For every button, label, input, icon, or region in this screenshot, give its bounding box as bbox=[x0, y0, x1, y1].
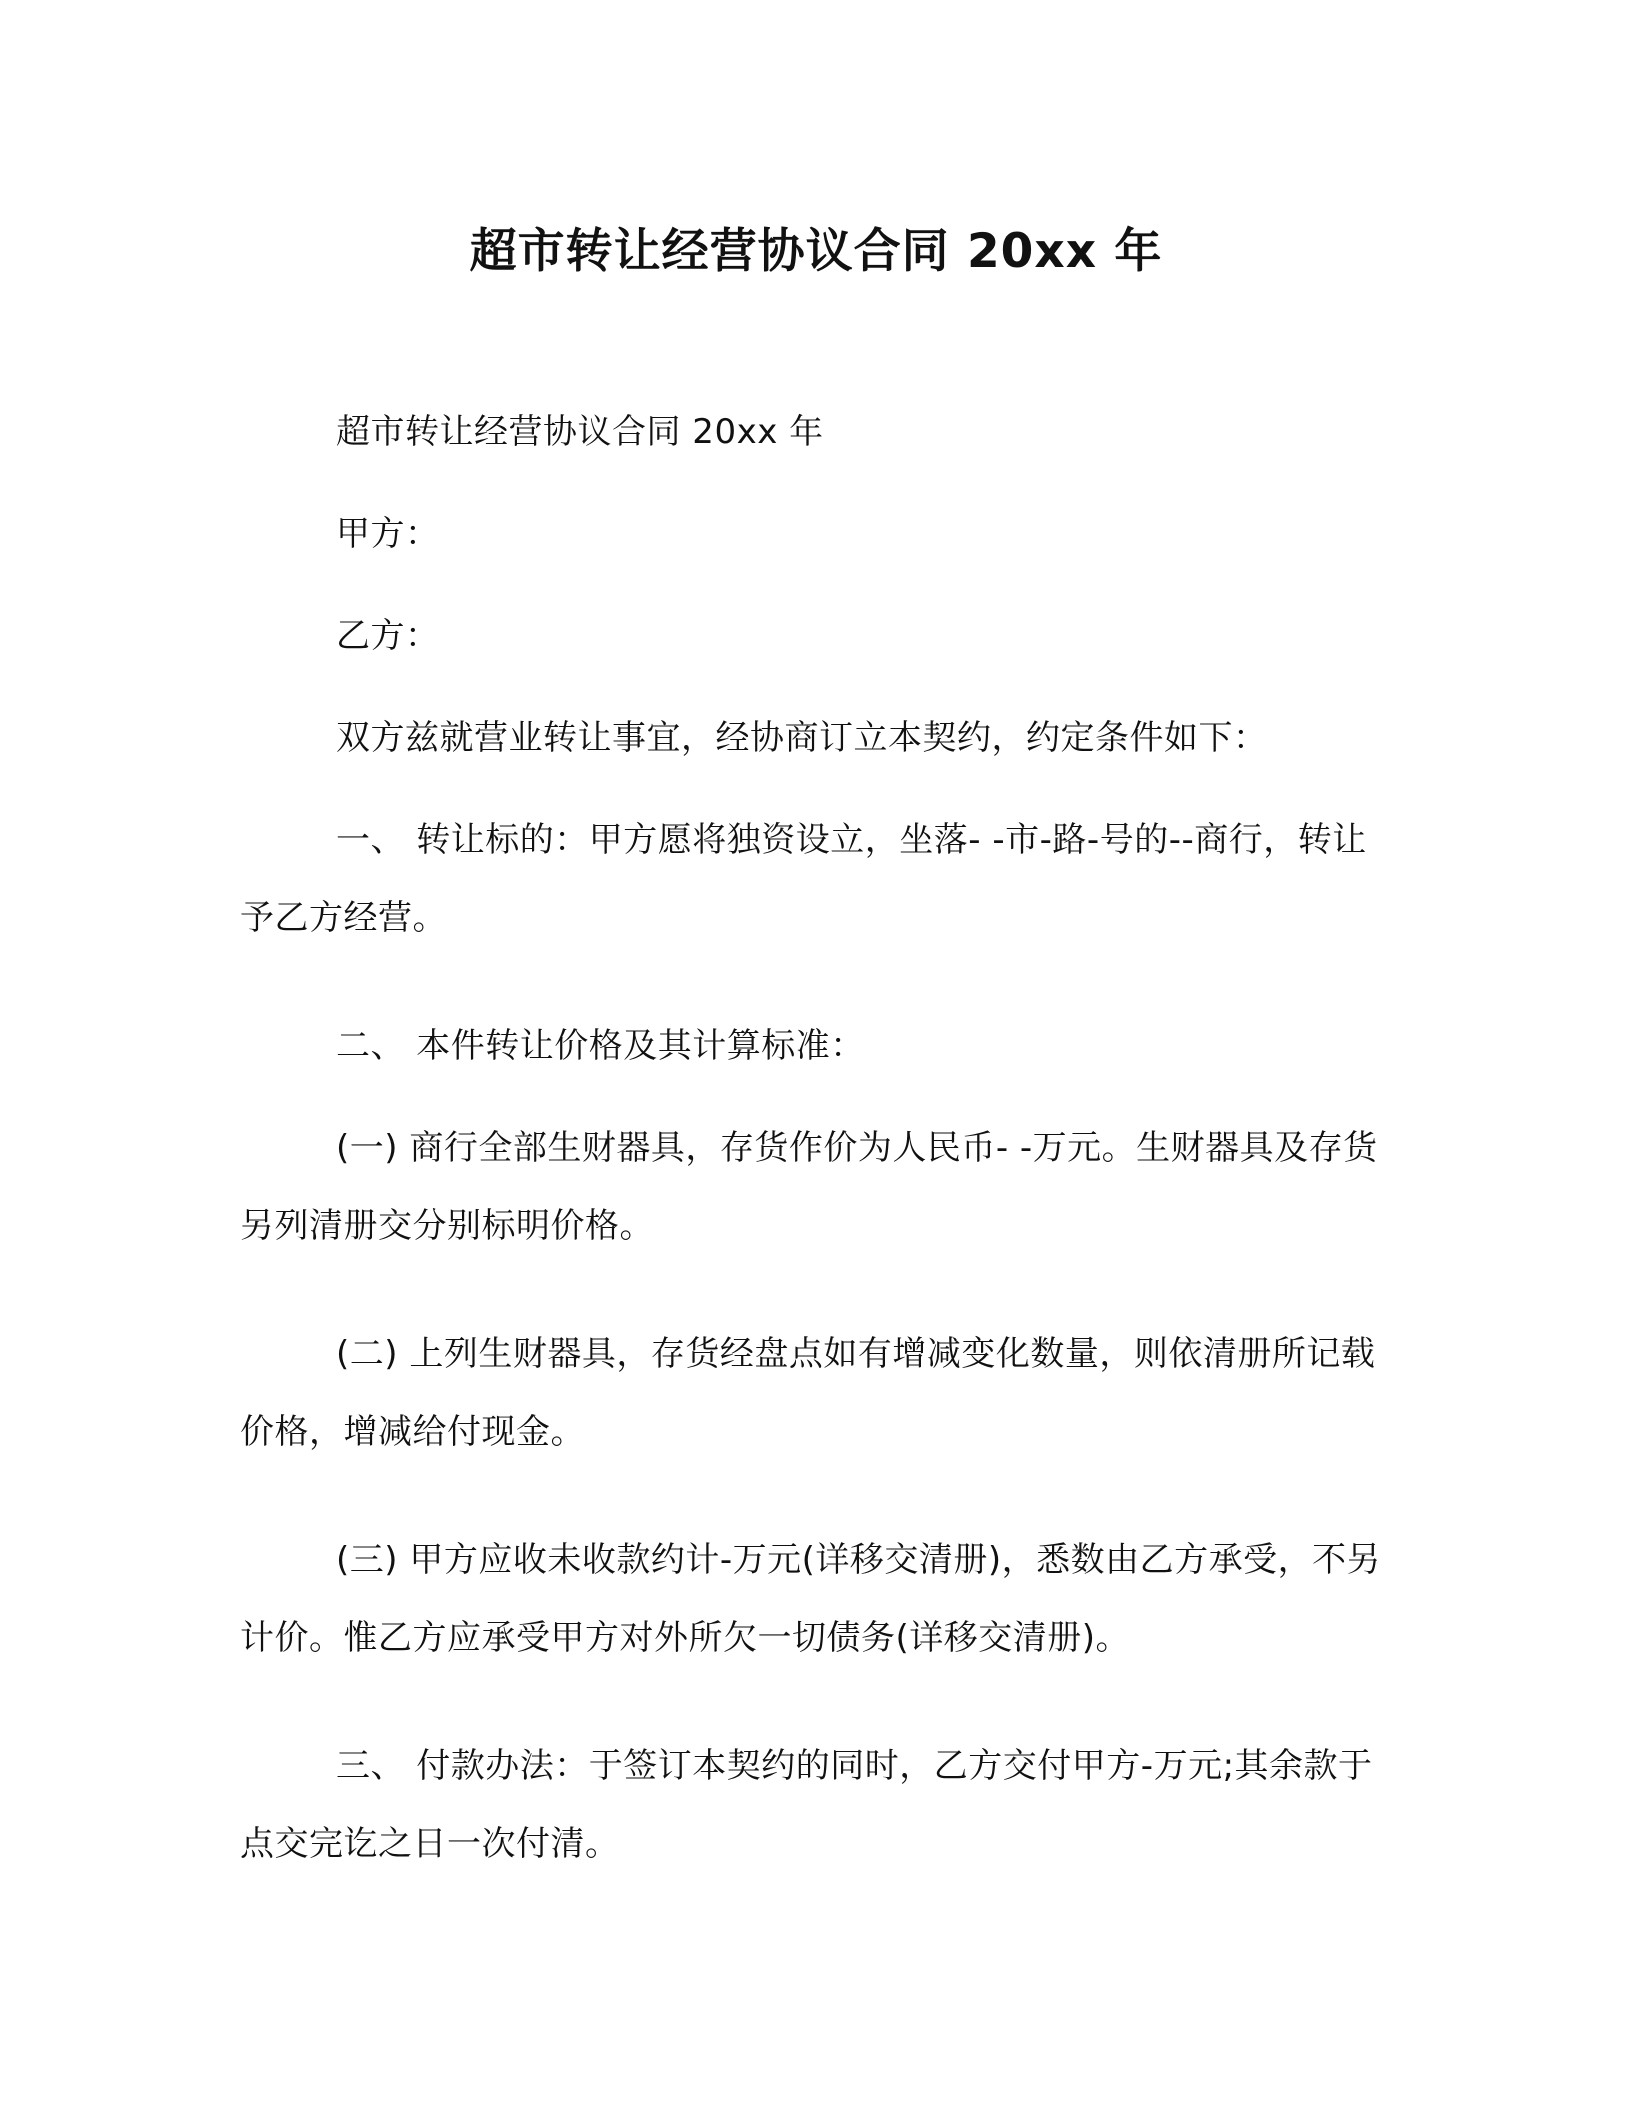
paragraph-party-a: 甲方： bbox=[336, 514, 440, 554]
paragraph-clause-2-3: (三) 甲方应收未收款约计-万元(详移交清册)，悉数由乙方承受，不另计价。惟乙方应承受甲方对外所欠一切债务(详移交清册)。 bbox=[240, 1540, 1382, 1658]
paragraph-party-b: 乙方： bbox=[336, 616, 440, 656]
document-title: 超市转让经营协议合同 20xx 年 bbox=[469, 224, 1163, 279]
paragraph-subtitle: 超市转让经营协议合同 20xx 年 bbox=[336, 412, 824, 452]
paragraph-clause-2: 二、 本件转让价格及其计算标准： bbox=[336, 1026, 865, 1066]
document-body bbox=[240, 393, 1392, 1933]
paragraph-clause-2-2: (二) 上列生财器具，存货经盘点如有增减变化数量，则依清册所记载价格，增减给付现金。 bbox=[240, 1334, 1376, 1452]
paragraph-clause-1: 一、 转让标的：甲方愿将独资设立，坐落- -市-路-号的--商行，转让予乙方经营。 bbox=[240, 820, 1367, 938]
paragraph-clause-3: 三、 付款办法：于签订本契约的同时，乙方交付甲方-万元;其余款于点交完讫之日一次付清。 bbox=[240, 1746, 1373, 1864]
paragraph-intro: 双方兹就营业转让事宜，经协商订立本契约，约定条件如下： bbox=[336, 718, 1268, 758]
paragraph-clause-2-1: (一) 商行全部生财器具，存货作价为人民币- -万元。生财器具及存货另列清册交分别标明价格。 bbox=[240, 1128, 1378, 1246]
